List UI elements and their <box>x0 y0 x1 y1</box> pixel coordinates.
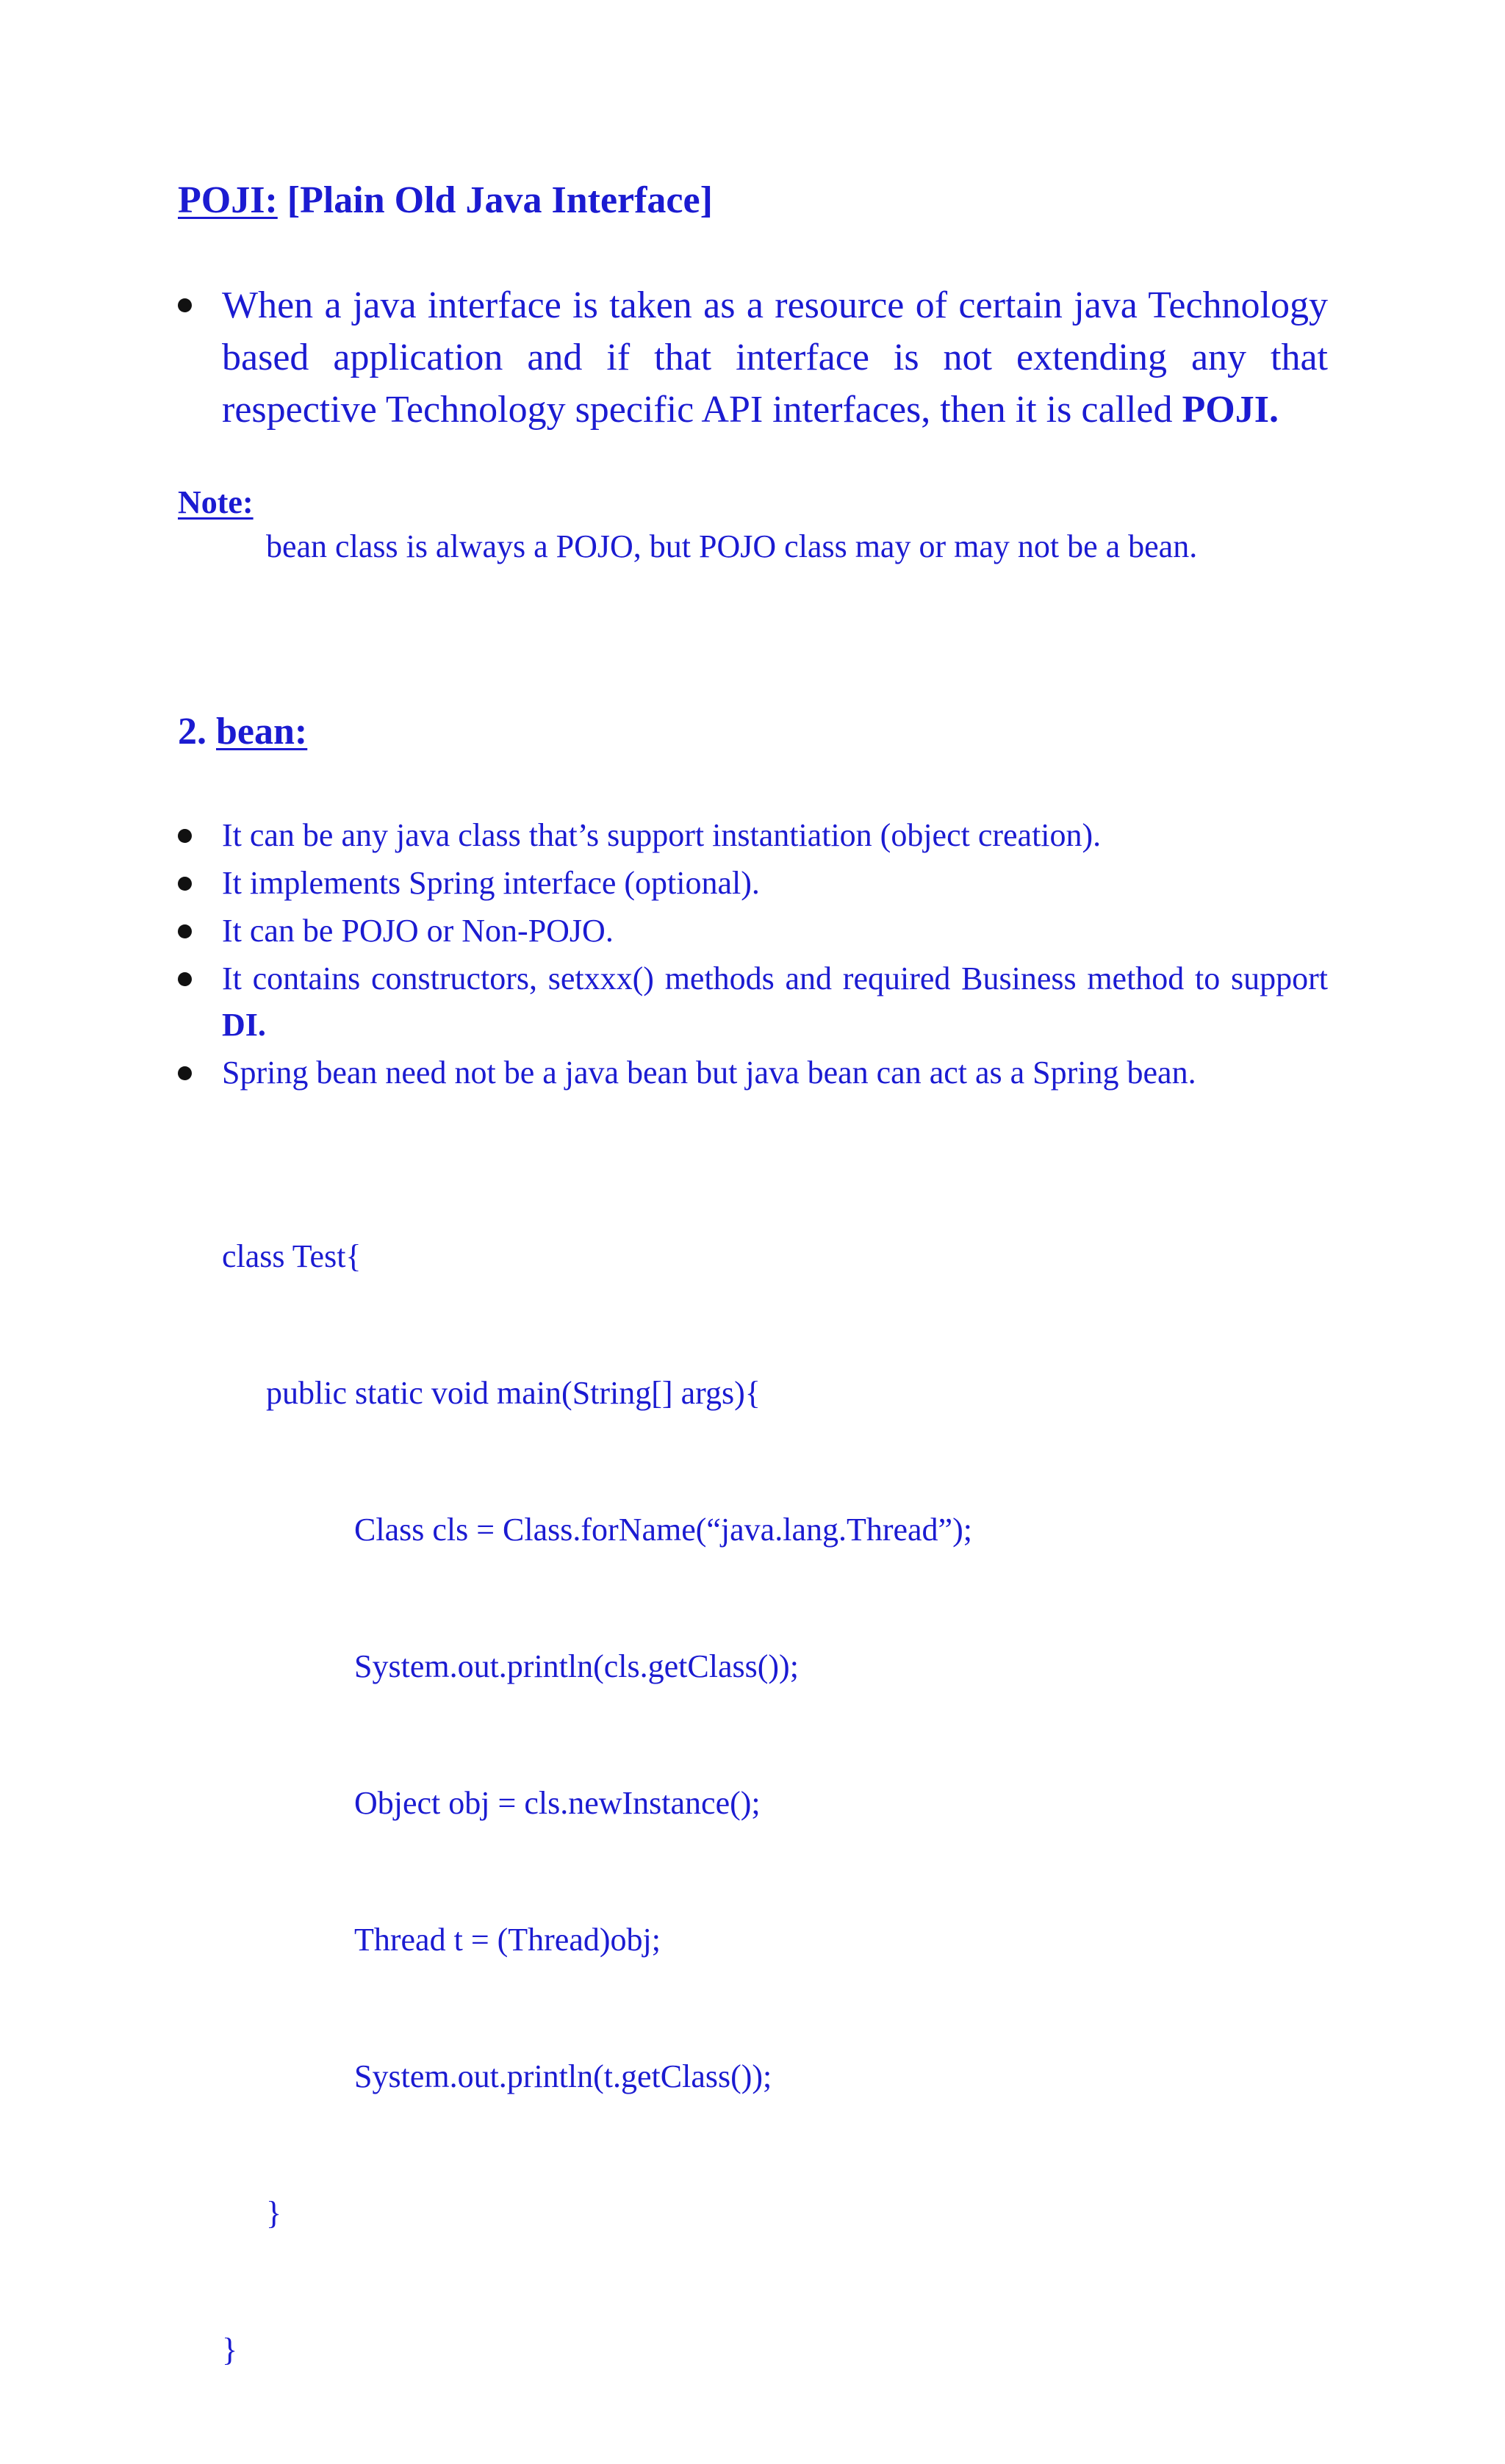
list-item <box>178 1049 1328 1096</box>
code-line: } <box>266 2195 282 2231</box>
code-line: class Test{ <box>222 1238 362 1274</box>
bullet-icon <box>178 972 192 986</box>
bullet-icon <box>178 1066 192 1080</box>
bean-bullet-text: Spring bean need not be a java bean but java bean can act as a Spring bean. <box>222 1055 1196 1091</box>
list-item <box>178 279 1328 436</box>
code-block <box>222 1143 972 2464</box>
bean-section-title: bean: <box>216 711 308 753</box>
code-line: public static void main(String[] args){ <box>266 1375 761 1411</box>
list-item <box>178 860 1328 906</box>
code-line: System.out.println(cls.getClass()); <box>354 1648 799 1684</box>
poji-heading <box>178 178 713 223</box>
bean-bullet-text: It contains constructors, setxxx() methods and required Business method to support <box>222 960 1328 996</box>
bullet-icon <box>178 298 192 312</box>
list-item <box>178 812 1328 858</box>
bean-bullet-text: It can be POJO or Non-POJO. <box>222 913 614 949</box>
poji-bullet-text: When a java interface is taken as a resource of certain java Technology based application and if that interface is not extending any that respective Technology specific API interfaces, then it is called <box>222 284 1328 431</box>
bean-bullet-text: It can be any java class that’s support instantiation (object creation). <box>222 817 1102 853</box>
poji-title-rest: [Plain Old Java Interface] <box>287 179 713 221</box>
bean-heading <box>178 709 307 755</box>
bullet-icon <box>178 877 192 891</box>
bean-bullet-bold: DI. <box>222 1007 266 1043</box>
code-line: System.out.println(t.getClass()); <box>354 2058 772 2094</box>
note-text: bean class is always a POJO, but POJO class may or may not be a bean. <box>266 528 1198 564</box>
code-line: Thread t = (Thread)obj; <box>354 1922 661 1958</box>
note-label: Note: <box>178 484 254 520</box>
bean-section-number: 2. <box>178 711 206 753</box>
code-line: } <box>222 2332 238 2368</box>
list-item <box>178 908 1328 954</box>
code-line: Class cls = Class.forName(“java.lang.Thread”); <box>354 1512 972 1548</box>
list-item <box>178 955 1328 1048</box>
bullet-icon <box>178 829 192 843</box>
poji-bullet-bold: POJI. <box>1182 389 1279 431</box>
bean-bullet-list <box>178 812 1328 1097</box>
poji-title-term: POJI: <box>178 179 278 221</box>
bean-bullet-text: It implements Spring interface (optional). <box>222 865 760 901</box>
poji-bullet-list <box>178 279 1328 436</box>
bullet-icon <box>178 924 192 938</box>
code-line: Object obj = cls.newInstance(); <box>354 1785 761 1821</box>
